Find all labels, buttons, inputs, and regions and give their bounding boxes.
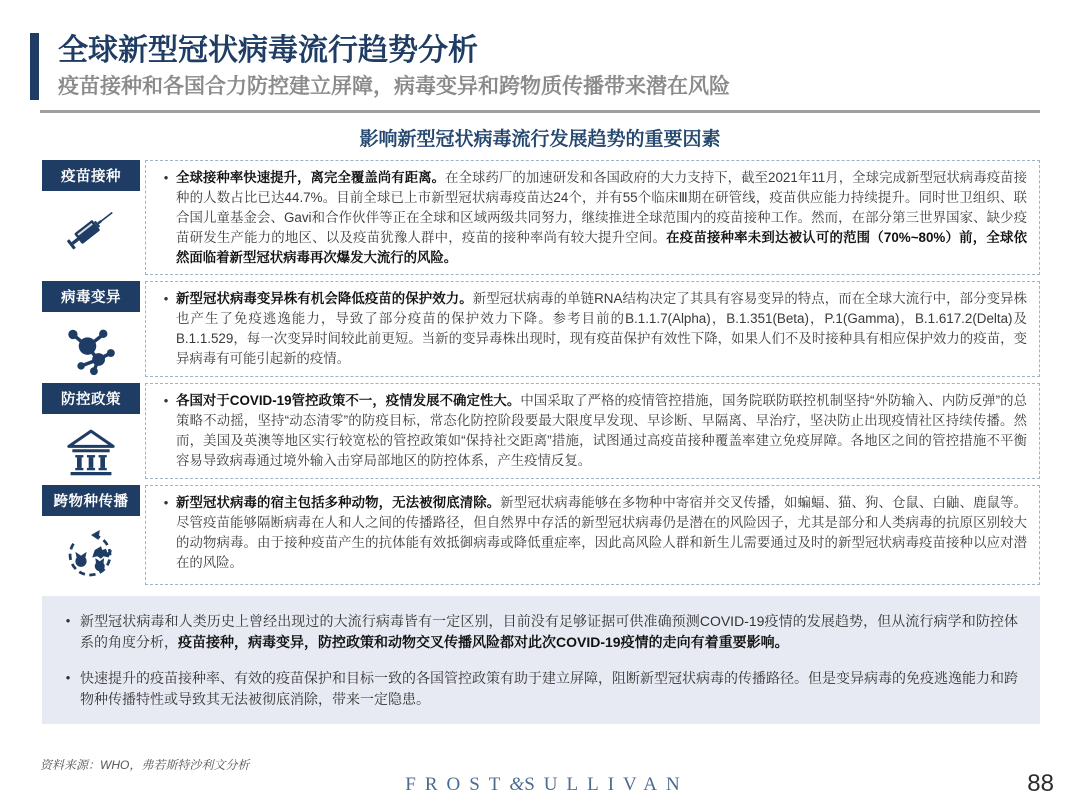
- factor-bold-lead: 新型冠状病毒变异株有机会降低疫苗的保护效力。: [176, 291, 473, 307]
- factor-bold-lead: 各国对于COVID-19管控政策不一，疫情发展不确定性大。: [176, 393, 521, 409]
- summary-text: [80, 611, 1018, 653]
- factor-text: [176, 289, 1027, 369]
- page-title: 全球新型冠状病毒流行趋势分析: [58, 34, 478, 67]
- page-subtitle: 疫苗接种和各国合力防控建立屏障，病毒变异和跨物质传播带来潜在风险: [58, 75, 730, 98]
- factor-text-box: [145, 281, 1040, 377]
- bullet: •: [65, 670, 71, 686]
- slide-footer: [40, 756, 1054, 800]
- logo-sullivan: SULLIVAN: [524, 774, 689, 795]
- section-heading: 影响新型冠状病毒流行发展趋势的重要因素: [359, 129, 721, 151]
- bullet: •: [163, 495, 169, 511]
- factor-left-column: [42, 485, 140, 585]
- factor-label: 病毒变异: [42, 281, 140, 312]
- slide-header: [30, 33, 1040, 100]
- factor-body: 新型冠状病毒能够在多物种中寄宿并交叉传播，如蝙蝠、猫、狗、仓鼠、白鼬、鹿鼠等。尽管疫苗能够隔断病毒在人和人之间的传播路径，但自然界中存活的新型冠状病毒仍是潜在的风险因子，尤其是部分和人类病毒的抗原区别较大的动物病毒。由于接种疫苗产生的抗体能有效抵御病毒或降低重症率，因此高风险人群和新生儿需要通过及时的新型冠状病毒疫苗接种以应对潜在的风险。: [176, 495, 1027, 570]
- factor-text: [176, 391, 1027, 471]
- bullet: •: [163, 291, 169, 307]
- summary-pre: 新型冠状病毒和人类历史上曾经出现过的大流行病毒皆有一定区别，目前没有足够证据可供准确预测COVID-19疫情的发展趋势，但从流行病学和防控体系的角度分析，: [80, 613, 1018, 651]
- factor-text-box: [145, 160, 1040, 275]
- factor-label: 疫苗接种: [42, 160, 140, 191]
- bullet: •: [65, 613, 71, 629]
- summary-pre: 快速提升的疫苗接种率、有效的疫苗保护和目标一致的各国管控政策有助于建立屏障，阻断新型冠状病毒的传播路径。但是变异病毒的免疫逃逸能力和跨物种传播特性或导致其无法被彻底消除，带来一定隐患。: [80, 670, 1018, 708]
- factor-bold-lead: 全球接种率快速提升，离完全覆盖尚有距离。: [176, 170, 446, 186]
- virus-icon: [42, 321, 140, 377]
- header-divider: [40, 110, 1040, 113]
- government-building-icon: [42, 423, 140, 479]
- factor-bold-tail: 在疫苗接种率未到达被认可的范围（70%~80%）前，全球依然面临着新型冠状病毒再次爆发大流行的风险。: [176, 229, 1028, 265]
- logo-frost: FROST: [405, 774, 510, 795]
- frost-sullivan-logo: [40, 774, 1054, 796]
- summary-bullet-2: [56, 668, 1018, 710]
- factor-row-mutation: [42, 281, 1040, 377]
- factor-label: 跨物种传播: [42, 485, 140, 516]
- factor-label: 防控政策: [42, 383, 140, 414]
- factor-left-column: [42, 383, 140, 479]
- summary-box: [42, 596, 1040, 724]
- factor-row-vaccination: [42, 160, 1040, 275]
- factor-text: [176, 168, 1027, 267]
- factor-left-column: [42, 281, 140, 377]
- bullet: •: [163, 393, 169, 409]
- factor-text: [176, 493, 1027, 577]
- source-note: 资料来源：WHO，弗若斯特沙利文分析: [40, 758, 250, 772]
- factors-list: [42, 160, 1040, 585]
- summary-bold: 疫苗接种，病毒变异，防控政策和动物交叉传播风险都对此次COVID-19疫情的走向有着重要影响。: [178, 634, 789, 651]
- factor-text-box: [145, 383, 1040, 479]
- logo-ampersand: &: [509, 774, 525, 795]
- factor-row-policy: [42, 383, 1040, 479]
- factor-left-column: [42, 160, 140, 275]
- syringe-icon: [42, 200, 140, 258]
- factor-text-box: [145, 485, 1040, 585]
- bullet: •: [163, 170, 169, 186]
- page-number: 88: [1027, 770, 1054, 797]
- summary-text: [80, 668, 1018, 710]
- factor-bold-lead: 新型冠状病毒的宿主包括多种动物，无法被彻底清除。: [176, 495, 501, 511]
- factor-body: 新型冠状病毒的单链RNA结构决定了其具有容易变异的特点，而在全球大流行中，部分变异株也产生了免疫逃逸能力，导致了部分疫苗的保护效力下降。参考目前的B.1.1.7(Alpha)，B.1.351(Beta)，P.1(Gamma)，B.1.617.2(Delta)及B.1.1.529，每一次变异时间较此前更短。当新的变异毒株出现时，现有疫苗保护有效性下降，如果人们不及时接种具有相应保护效力的疫苗，变异病毒有可能引起新的疫情。: [176, 291, 1027, 366]
- factor-body: 在全球药厂的加速研发和各国政府的大力支持下，截至2021年11月，全球完成新型冠状病毒疫苗接种的人数占比已达44.7%。目前全球已上市新型冠状病毒疫苗达24个，并有55个临床Ⅲ期在研管线，疫苗供应能力持续提升。同时世卫组织、联合国儿童基金会、Gavi和合作伙伴等正在全球和区域两级共同努力，继续推进全球范围内的疫苗接种工作。然而，在部分第三世界国家、缺少疫苗研发生产能力的地区、以及疫苗犹豫人群中，疫苗的接种率尚有较大提升空间。: [176, 170, 1028, 245]
- summary-bullet-1: [56, 611, 1018, 653]
- factor-body: 中国采取了严格的疫情管控措施，国务院联防联控机制坚持“外防输入、内防反弹”的总策略不动摇，坚持“动态清零”的防疫目标，常态化防控阶段要最大限度早发现、早诊断、早隔离、早治疗，坚决防止出现疫情社区持续传播。然而，美国及英澳等地区实行较宽松的管控政策如“保持社交距离”措施，试图通过高疫苗接种覆盖率建立免疫屏障。各地区之间的管控措施不平衡容易导致病毒通过境外输入击穿局部地区的防控体系，产生疫情反复。: [176, 393, 1027, 468]
- factor-row-cross-species: [42, 485, 1040, 585]
- animals-cycle-icon: [42, 525, 140, 585]
